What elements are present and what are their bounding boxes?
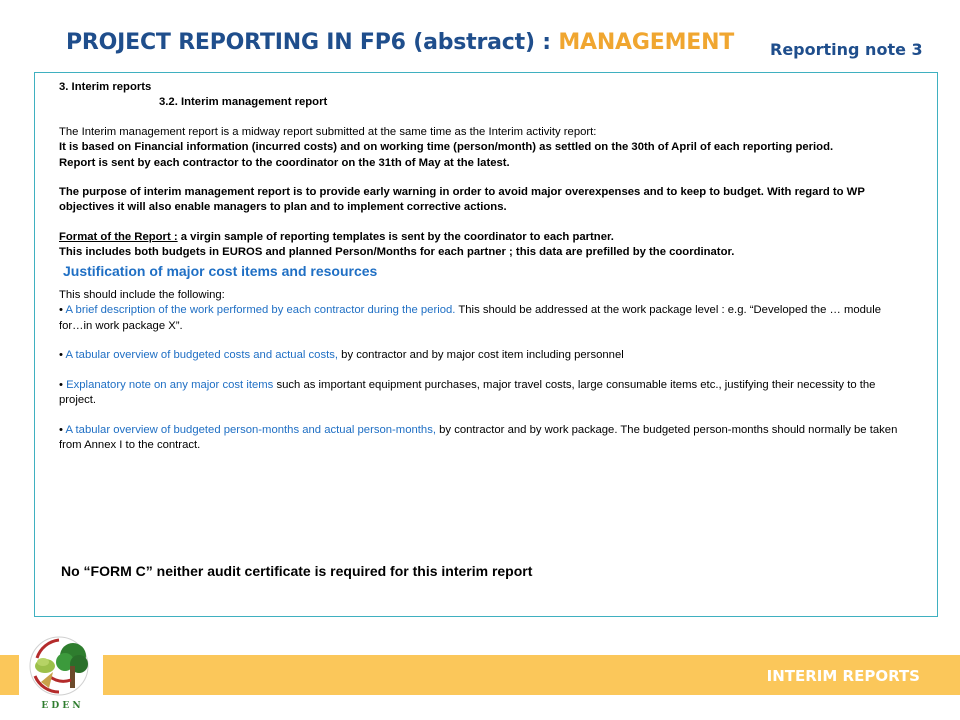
- sent-by-text: Report is sent by each contractor to the coordinator on the 31th of May at the latest.: [59, 156, 510, 169]
- subsection-heading: 3.2. Interim management report: [159, 96, 328, 109]
- format-body: a virgin sample of reporting templates is sent by the coordinator to each partner.: [177, 230, 614, 243]
- based-on-text: It is based on Financial information (incurred costs) and on working time (person/month) as settled on the 30th of April of each reporting period.: [59, 141, 834, 154]
- final-statement: No “FORM C” neither audit certificate is required for this interim report: [61, 563, 533, 579]
- bullet-rest: This should be addressed at the work package level : e.g. “Developed the … module for…in work package X”.: [59, 304, 881, 332]
- bullet-item: • A tabular overview of budgeted person-months and actual person-months, by contractor and by work package. The budgeted person-months should normally be taken from Annex I to the contract.: [59, 423, 898, 451]
- reporting-note-label: Reporting note 3: [770, 40, 923, 59]
- content-body: [59, 80, 899, 453]
- bullet-rest: by contractor and by major cost item including personnel: [338, 349, 624, 362]
- page-title: [66, 30, 734, 55]
- title-main: PROJECT REPORTING IN FP6 (abstract) :: [66, 30, 559, 55]
- includes-text: This includes both budgets in EUROS and planned Person/Months for each partner ; this data are prefilled by the coordinator.: [59, 246, 735, 259]
- format-text: [59, 230, 899, 245]
- justification-heading: Justification of major cost items and resources: [63, 262, 378, 279]
- bullet-item: • A brief description of the work performed by each contractor during the period. This should be addressed at the work package level : e.g. “Developed the … module for…in work package X”.: [59, 304, 881, 332]
- intro-text: The Interim management report is a midway report submitted at the same time as the Interim activity report:: [59, 125, 597, 138]
- footer-band: [0, 655, 960, 695]
- bullet-item: • Explanatory note on any major cost items such as important equipment purchases, major travel costs, large consumable items etc., justifying their necessity to the project.: [59, 378, 876, 407]
- footer-label: INTERIM REPORTS: [766, 667, 920, 685]
- bullet-rest: by contractor and by work package. The budgeted person-months should normally be taken from Annex I to the contract.: [59, 423, 898, 451]
- bullet-highlight: A tabular overview of budgeted person-months and actual person-months,: [65, 423, 436, 436]
- section-heading: 3. Interim reports: [59, 81, 152, 93]
- bullet-highlight: A tabular overview of budgeted costs and actual costs,: [65, 349, 339, 362]
- bullet-rest: such as important equipment purchases, major travel costs, large consumable items etc., justifying their necessity to the project.: [59, 378, 876, 407]
- logo-text: E D E N: [41, 701, 81, 711]
- bullet-highlight: A brief description of the work performed by each contractor during the period.: [65, 304, 456, 317]
- title-accent: MANAGEMENT: [558, 30, 735, 55]
- should-include-text: This should include the following:: [59, 289, 225, 302]
- eden-logo: [19, 632, 103, 714]
- purpose-text: The purpose of interim management report is to provide early warning in order to avoid major overexpenses and to keep to budget. With regard to WP objectives it will also enable managers to plan and to implement corrective actions.: [59, 186, 865, 214]
- eden-logo-icon: [19, 632, 103, 714]
- format-label: Format of the Report :: [59, 230, 178, 243]
- bullet-item: • A tabular overview of budgeted costs and actual costs, by contractor and by major cost item including personnel: [59, 349, 624, 362]
- bullet-highlight: Explanatory note on any major cost items: [66, 378, 274, 391]
